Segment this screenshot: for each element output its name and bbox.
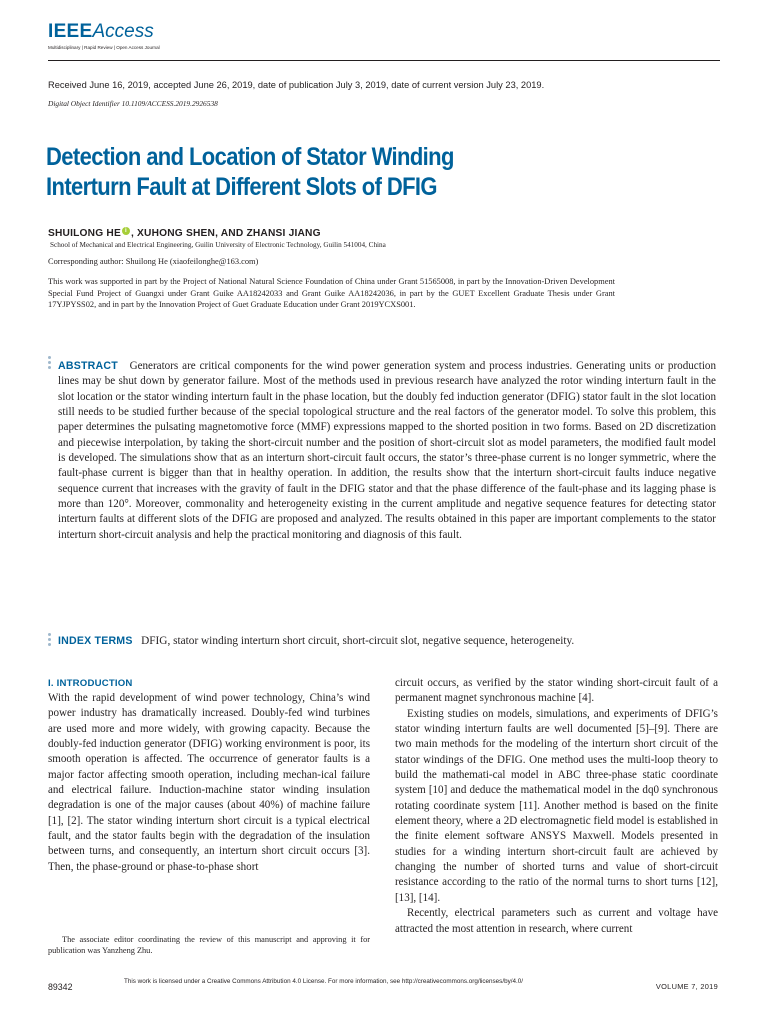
column-right xyxy=(395,676,718,937)
received-dates: Received June 16, 2019, accepted June 26, 2019, date of publication July 3, 2019, date of current version July 23, 2019. xyxy=(48,80,545,90)
header-rule xyxy=(48,60,720,61)
intro-paragraph-2: circuit occurs, as verified by the stator winding short-circuit fault of a permanent magnet synchronous machine [4]. xyxy=(395,677,718,705)
journal-logo xyxy=(48,22,160,50)
license-statement[interactable]: This work is licensed under a Creative Commons Attribution 4.0 License. For more information, see http://creativecommons.org/licenses/by/4.0/ xyxy=(124,978,523,985)
abstract-label: ABSTRACT xyxy=(58,360,118,372)
index-terms-text: DFIG, stator winding interturn short circuit, short-circuit slot, negative sequence, heterogeneity. xyxy=(141,635,575,647)
orcid-icon[interactable]: i xyxy=(122,227,130,235)
author-list xyxy=(48,227,321,239)
author-rest[interactable]: , XUHONG SHEN, AND ZHANSI JIANG xyxy=(130,228,321,239)
column-left xyxy=(48,676,370,875)
index-terms-marker-icon xyxy=(48,633,51,648)
abstract xyxy=(58,359,716,543)
logo-access: Access xyxy=(92,21,154,42)
logo-ieee: IEEE xyxy=(48,21,93,42)
paper-title: Detection and Location of Stator Winding Interturn Fault at Different Slots of DFIG xyxy=(46,143,454,201)
editor-footnote: The associate editor coordinating the review of this manuscript and approving it for publication was Yanzheng Zhu. xyxy=(48,935,370,956)
abstract-marker-icon xyxy=(48,356,51,371)
index-terms-label: INDEX TERMS xyxy=(58,635,133,647)
affiliation: School of Mechanical and Electrical Engineering, Guilin University of Electronic Technology, Guilin 541004, China xyxy=(50,241,386,249)
logo-tagline: Multidisciplinary | Rapid Review | Open Access Journal xyxy=(48,45,160,50)
page-number: 89342 xyxy=(48,982,73,992)
funding-statement: This work was supported in part by the Project of National Natural Science Foundation of China under Grant 51565008, in part by the Innovation-Driven Development Special Fund Project of Guangxi under Grant Guike AA18242033 and Grant Guike AA18242036, in part by the GUET Excellent Graduate Thesis under Grant 17YJPYSS02, and in part by the Innovation Project of Guet Graduate Education under Grant 2019YCXS001. xyxy=(48,277,615,309)
doi-line[interactable]: Digital Object Identifier 10.1109/ACCESS.2019.2926538 xyxy=(48,99,218,108)
volume-label: VOLUME 7, 2019 xyxy=(655,982,718,991)
section-heading-introduction: I. INTRODUCTION xyxy=(48,678,133,689)
corresponding-author: Corresponding author: Shuilong He (xiaofeilonghe@163.com) xyxy=(48,257,259,266)
author-first[interactable]: SHUILONG HE xyxy=(48,228,121,239)
intro-paragraph-4: Recently, electrical parameters such as current and voltage have attracted the most attention in research, where current xyxy=(395,907,718,935)
abstract-text: Generators are critical components for the wind power generation system and process industries. Generating units or production lines may be shut down by generator failure. Most of the methods used in previous research have analyzed the rotor winding interturn fault in the slot location or the stator winding interturn fault in the phase location, but the doubly fed induction generator (DFIG) stator fault in the slot location still needs to be studied further because of the special topological structure and the real factors of the generator model. To solve this problem, this paper determines the pulsating magnetomotive force (MMF) expressions mapped to the shorted position in two forms. Based on 2D discretization and piecewise interpolation, by taking the short-circuit number and the position of short-circuit slot as model parameters, the modified fault model is developed. The simulations show that as an interturn short-circuit fault occurs, the stator’s three-phase current is no longer symmetric, where the fault-phase current is bigger than that in healthy operation. In addition, the results show that the interturn short-circuit faults induce negative sequence current that increases with the gravity of fault in the DFIG stator and that the phase difference of the fault-phase and its lagging phase is more than 120°. Moreover, commonality and heterogeneity existing in the current amplitude and negative sequence features for detecting stator interturn faults at different slots of the DFIG are proposed and analyzed. The results obtained in this paper are important complements to the stator interturn short-circuit analysis and help the practical monitoring and diagnosis of this fault. xyxy=(58,360,716,541)
index-terms xyxy=(58,634,716,650)
intro-paragraph-3: Existing studies on models, simulations, and experiments of DFIG’s stator winding interturn faults are well documented [5]–[9]. There are two main methods for the modeling of the interturn short circuit of the stator windings of the DFIG. One method uses the multi-loop theory to build the mathemati-cal model in ABC three-phase static coordinate system [10] and deduce the mathematical model in the dq0 synchronous rotating coordinate system [11]. Another method is based on the finite element theory, where a 2D electromagnetic field model is established in the finite element software ANSYS Maxwell. Models presented in studies for a winding interturn short-circuit fault are achieved by changing the number of shorted turns and value of short-circuit resistance according to the ratio of the normal turns to short turns [12], [13], [14]. xyxy=(395,707,718,904)
intro-paragraph-1: With the rapid development of wind power technology, China’s wind power industry has dramatically increased. Doubly-fed wind turbines are used more and more widely, with growing capacity. Because the doubly-fed induction generator (DFIG) working environment is poor, its smooth operation is affected. The occurrence of generator faults is a major factor affecting smooth operation, including mechan-ical failure and electrical failure. Induction-machine stator winding insulation degradation is one of the major causes (about 40%) of machine failure [1], [2]. The stator winding interturn short circuit is a typical electrical fault, and the stator faults begin with the degradation of the insulation between turns, and consequently, an interturn short circuit occurs [3]. Then, the phase-ground or phase-to-phase short xyxy=(48,692,370,873)
